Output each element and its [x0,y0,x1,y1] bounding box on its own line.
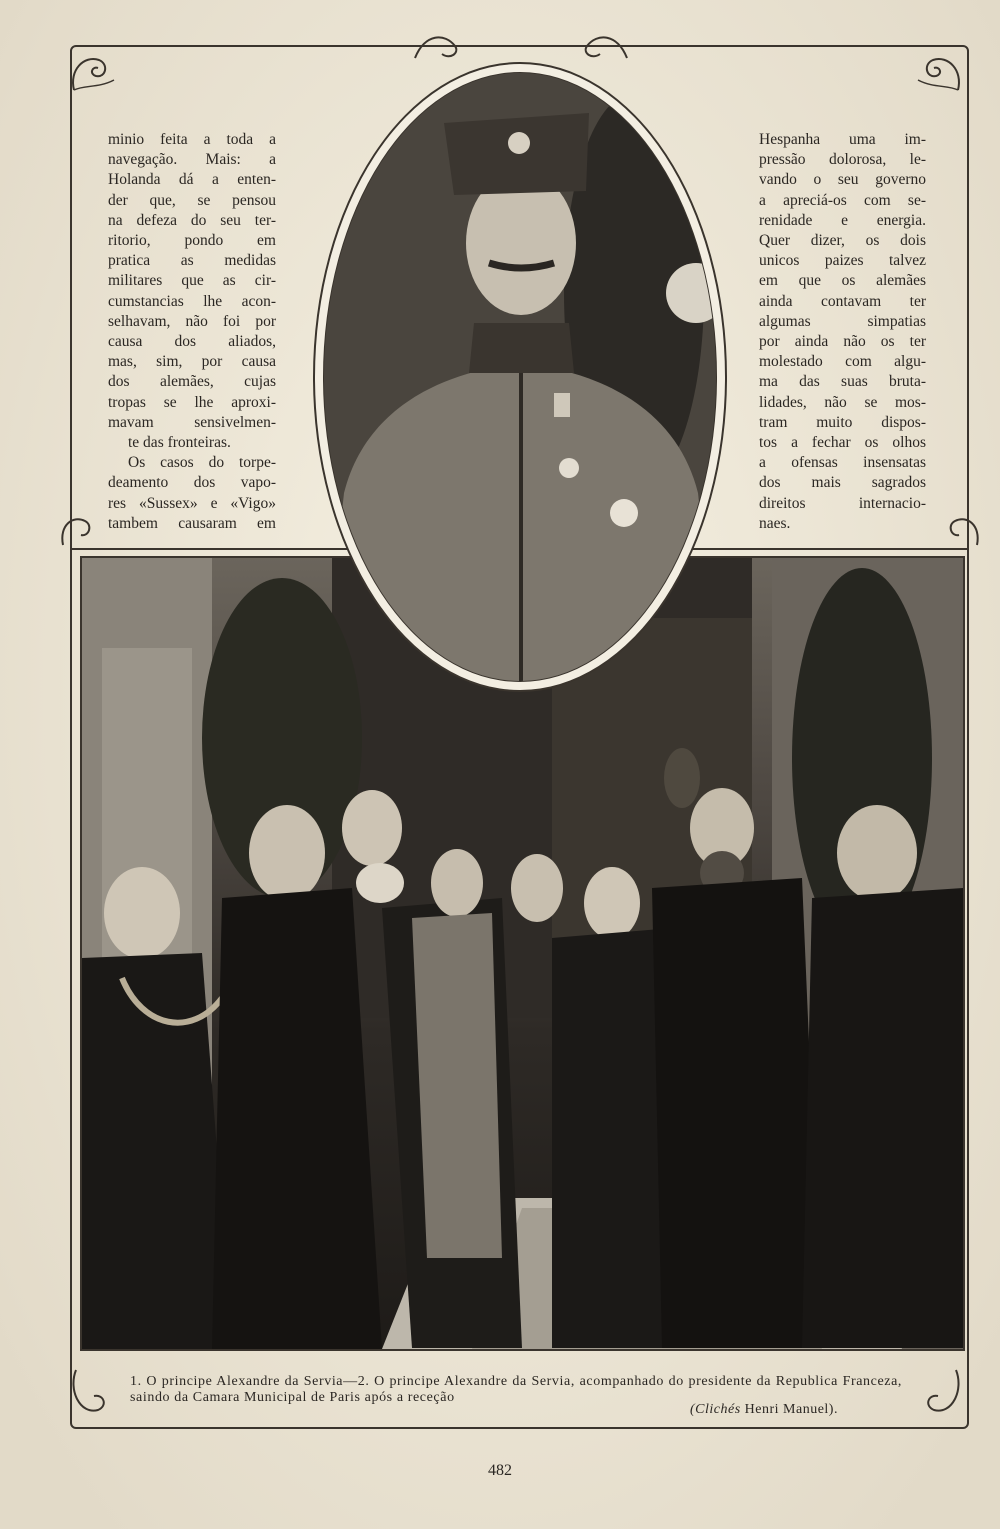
text-line: tambem causaram em [108,514,276,532]
text-line: naes. [759,514,791,532]
text-line: der que, se pensou [108,191,276,209]
text-line: ma das suas bruta- [759,373,926,391]
text-line: pressão dolorosa, le- [759,151,926,169]
text-line: pratica as medidas [108,252,276,270]
text-line: cumstancias lhe acon- [108,292,276,310]
text-line: Os casos do torpe- [128,454,276,472]
photo-credit [690,1402,838,1418]
text-line: ainda contavam ter [759,292,926,310]
text-line: Holanda dá a enten- [108,171,276,189]
right-paragraph [759,130,926,534]
text-line: Quer dizer, os dois [759,232,926,250]
text-line: algumas simpatias [759,312,926,330]
text-line: Hespanha uma im- [759,131,926,148]
photo-caption: 1. O principe Alexandre da Servia—2. O principe Alexandre da Servia, acompanhado do presidente da Republica Franceza, saindo da Camara Municipal de Paris após a receção [130,1374,902,1405]
corner-scroll-ornament-bottom-right [908,1360,968,1430]
photo-credit-name: Henri Manuel). [744,1402,838,1417]
text-line: tram muito dispos- [759,413,926,431]
text-line: em que os alemães [759,272,926,290]
text-line: tropas se lhe aproxi- [108,393,276,411]
top-leaf-ornament-left [410,28,470,68]
text-line: minio feita a toda a [108,131,276,148]
text-line: renidade e energia. [759,211,926,229]
side-scroll-ornament-right [935,505,985,555]
corner-scroll-ornament-bottom-left [64,1360,124,1430]
text-line: mas, sim, por causa [108,353,276,371]
corner-scroll-ornament-top-left [64,40,124,100]
text-line: na defeza do seu ter- [108,211,276,229]
text-line: unicos paizes talvez [759,252,926,270]
text-line: por ainda não os ter [759,333,926,351]
text-line: lidades, não se mos- [759,393,926,411]
text-line: navegação. Mais: a [108,151,276,169]
text-line: direitos internacio- [759,494,926,512]
portrait-photograph [323,72,717,682]
text-line: militares que as cir- [108,272,276,290]
photo-credit-italic: (Clichés [690,1402,741,1417]
page-number: 482 [488,1462,512,1479]
text-line: ritorio, pondo em [108,232,276,250]
text-line: dos alemães, cujas [108,373,276,391]
right-text-column [759,130,926,534]
text-line: te das fronteiras. [128,434,231,452]
text-line: molestado com algu- [759,353,926,371]
corner-scroll-ornament-top-right [908,40,968,100]
text-line: vando o seu governo [759,171,926,189]
left-text-column [108,130,276,534]
text-line: mavam sensivelmen- [108,413,276,431]
text-line: res «Sussex» e «Vigo» [108,494,276,512]
text-line: causa dos aliados, [108,333,276,351]
text-line: a ofensas insensatas [759,454,926,472]
text-line: selhavam, não foi por [108,312,276,330]
left-paragraph-1 [108,130,276,453]
left-paragraph-2 [108,453,276,534]
top-leaf-ornament-right [572,28,632,68]
side-scroll-ornament-left [55,505,105,555]
text-line: dos mais sagrados [759,474,926,492]
text-line: tos a fechar os olhos [759,434,926,452]
text-line: deamento dos vapo- [108,474,276,492]
text-line: a apreciá-os com se- [759,191,926,209]
